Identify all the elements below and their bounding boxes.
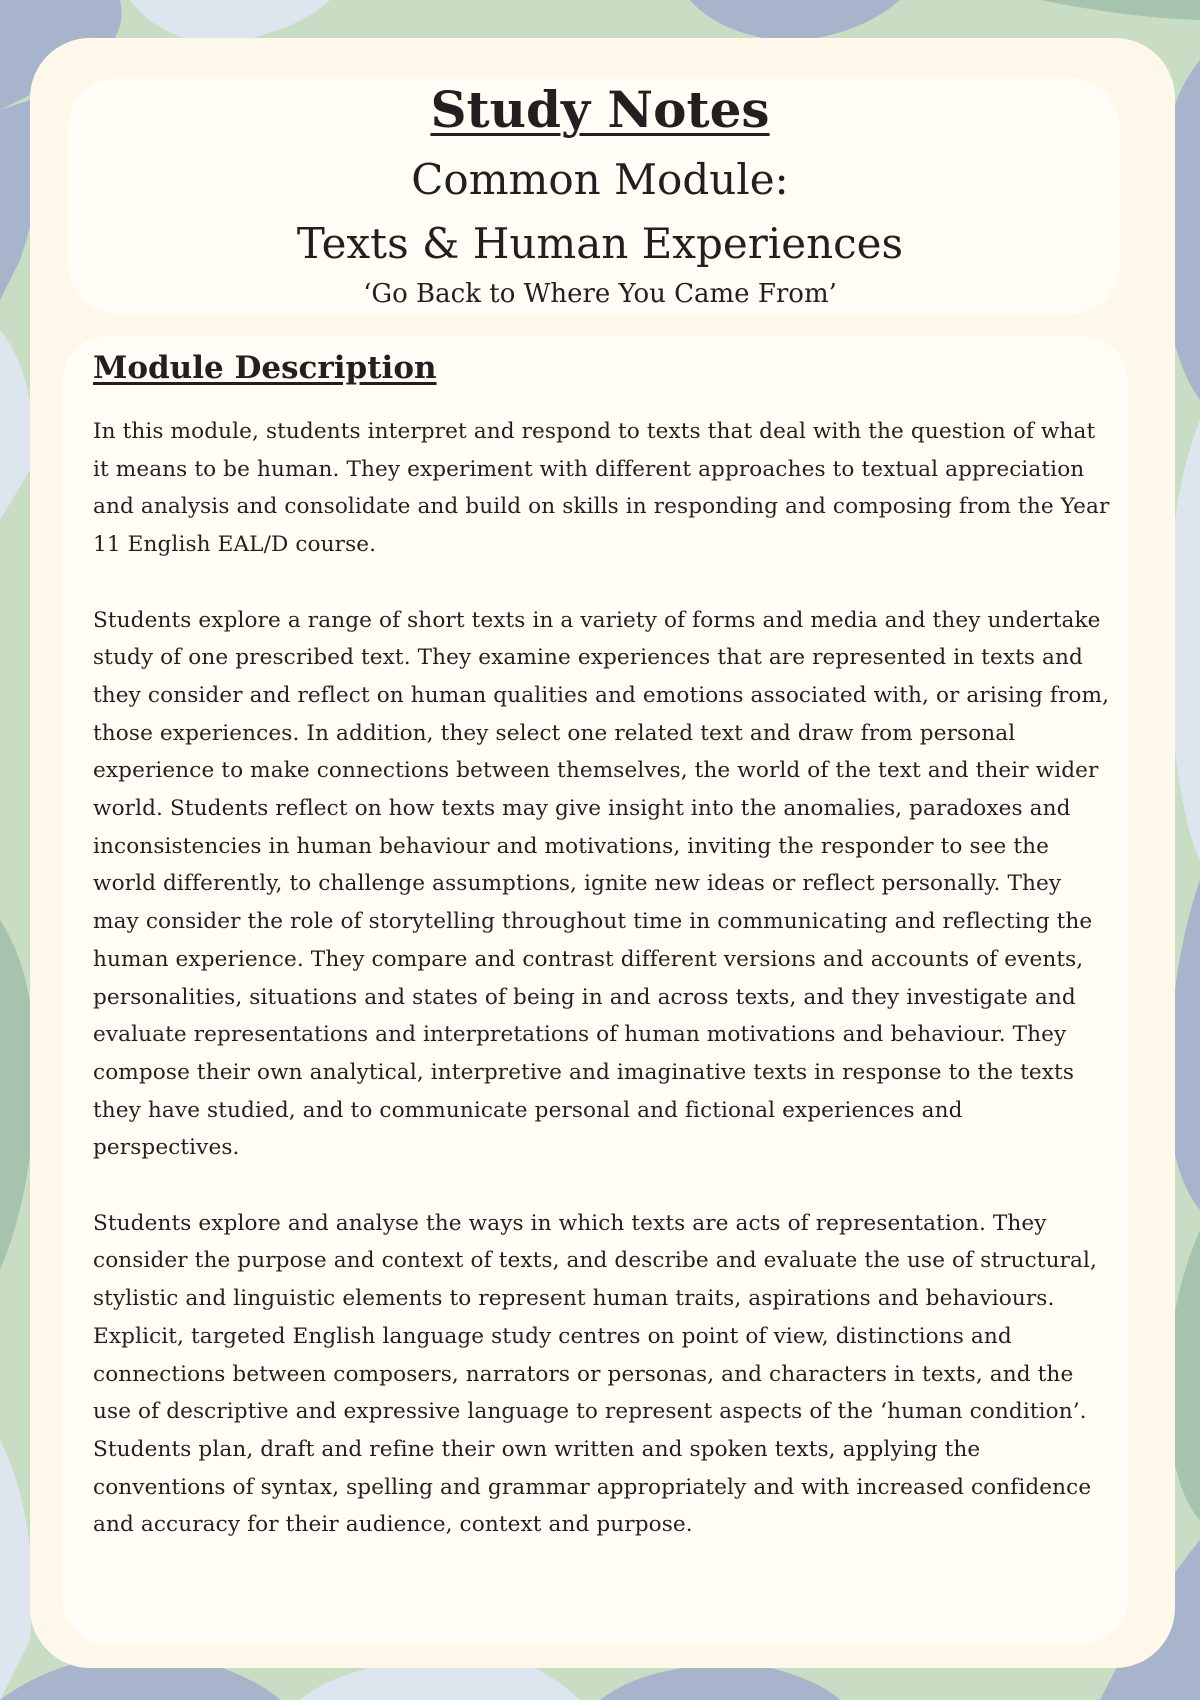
paragraph-2: Students explore a range of short texts in a variety of forms and media and they undertake study of one prescribed text. They examine experiences that are represented in texts and they consider and reflect on human qualities and emotions associated with, or arising from, those experiences. In addition, they select one related text and draw from personal experience to make connections between themselves, the world of the text and their wider world. Students reflect on how texts may give insight into the anomalies, paradoxes and inconsistencies in human behaviour and motivations, inviting the responder to see the world differently, to challenge assumptions, ignite new ideas or reflect personally. They may consider the role of storytelling throughout time in communicating and reflecting the human experience. They compare and contrast different versions and accounts of events, personalities, situations and states of being in and across texts, and they investigate and evaluate representations and interpretations of human motivations and behaviour. They compose their own analytical, interpretive and imaginative texts in response to the texts they have studied, and to communicate personal and fictional experiences and perspectives.	[93, 607, 1110, 1161]
page-title: Study Notes	[430, 80, 770, 139]
prescribed-text-title: ‘Go Back to Where You Came From’	[363, 279, 837, 309]
module-subtitle: Common Module:	[411, 155, 789, 204]
paragraph-1: In this module, students interpret and respond to texts that deal with the question of what it means to be human. They experiment with different approaches to textual appreciation and analysis and consolidate and build on skills in responding and composing from the Year 11 English EAL/D course.	[93, 419, 1110, 558]
module-description	[93, 413, 1113, 1582]
module-name: Texts & Human Experiences	[296, 219, 904, 268]
paragraph-3: Students explore and analyse the ways in which texts are acts of representation. They consider the purpose and context of texts, and describe and evaluate the use of structural, stylistic and linguistic elements to represent human traits, aspirations and behaviours. Explicit, targeted English language study centres on point of view, distinctions and connections between composers, narrators or personas, and characters in texts, and the use of descriptive and expressive language to represent aspects of the ‘human condition’. Students plan, draft and refine their own written and spoken texts, applying the conventions of syntax, spelling and grammar appropriately and with increased confidence and accuracy for their audience, context and purpose.	[93, 1210, 1097, 1538]
section-heading: Module Description	[93, 350, 437, 386]
